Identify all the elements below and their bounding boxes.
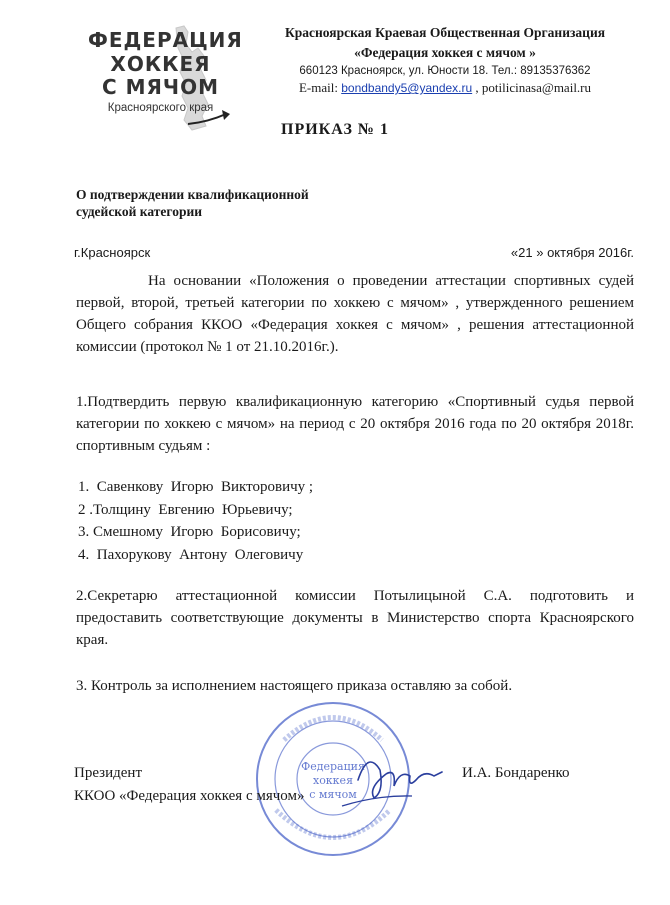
list-item: 1. Савенкову Игорю Викторовичу ; bbox=[78, 479, 314, 495]
stamp-center-line1: Федерация bbox=[301, 760, 365, 773]
list-item: 3. Смешному Игорю Борисовичу; bbox=[78, 524, 301, 540]
list-item: 4. Пахорукову Антону Олеговичу bbox=[78, 546, 304, 563]
email-second: , potilicinasa@mail.ru bbox=[472, 80, 592, 95]
item-1-paragraph: 1.Подтвердить первую квалификационную категорию «Спортивный судья первой категории по хоккею с мячом» на период с 20 октября 2016 года по 20 октября 2018г. спортивным судьям : bbox=[76, 394, 634, 454]
stamp-center-line3: с мячом bbox=[309, 788, 357, 801]
org-address: 660123 Красноярск, ул. Юности 18. Тел.: 89135376362 bbox=[299, 65, 591, 77]
org-email-line bbox=[245, 80, 645, 96]
handwritten-signature bbox=[338, 740, 448, 810]
logo-region: Красноярского края bbox=[107, 102, 214, 114]
org-name-line1: Красноярская Краевая Общественная Организация bbox=[284, 25, 606, 40]
item-3-paragraph: 3. Контроль за исполнением настоящего приказа оставляю за собой. bbox=[76, 678, 513, 694]
org-name-line2: «Федерация хоккея с мячом » bbox=[354, 45, 536, 60]
document-title: ПРИКАЗ № 1 bbox=[281, 121, 389, 138]
email-label: E-mail: bbox=[298, 80, 342, 95]
judges-list bbox=[78, 476, 313, 566]
document-city: г.Красноярск bbox=[74, 245, 151, 260]
intro-paragraph: На основании «Положения о проведении аттестации спортивных судей первой, второй, третьей категории по хоккею с мячом» , утвержденного решением Общего собрания ККОО «Федерация хоккея с мячом» , решения аттестационной комиссии (протокол № 1 от 21.10.2016г.). bbox=[76, 273, 634, 355]
subject-line2: судейской категории bbox=[76, 204, 203, 219]
logo-text-line1: ФЕДЕРАЦИЯ bbox=[88, 28, 243, 52]
logo-text-line3: С МЯЧОМ bbox=[101, 75, 219, 99]
logo-text-line2: ХОККЕЯ bbox=[110, 52, 211, 76]
document-date: «21 » октября 2016г. bbox=[510, 245, 634, 260]
email-link[interactable]: bondbandy5@yandex.ru bbox=[341, 81, 473, 95]
list-item: 2 .Толщину Евгению Юрьевичу; bbox=[78, 501, 293, 518]
stamp-center-line2: хоккея bbox=[312, 774, 354, 787]
signatory-position: Президент bbox=[74, 765, 142, 781]
item-2-paragraph: 2.Секретарю аттестационной комиссии Потылицыной С.А. подготовить и предоставить соответствующие документы в Министерство спорта Красноярского края. bbox=[76, 588, 634, 648]
signatory-organization: ККОО «Федерация хоккея с мячом» bbox=[74, 788, 305, 804]
signatory-name: И.А. Бондаренко bbox=[462, 765, 570, 781]
subject-line1: О подтверждении квалификационной bbox=[76, 187, 309, 202]
document-subject bbox=[76, 186, 376, 220]
federation-logo bbox=[88, 22, 243, 132]
